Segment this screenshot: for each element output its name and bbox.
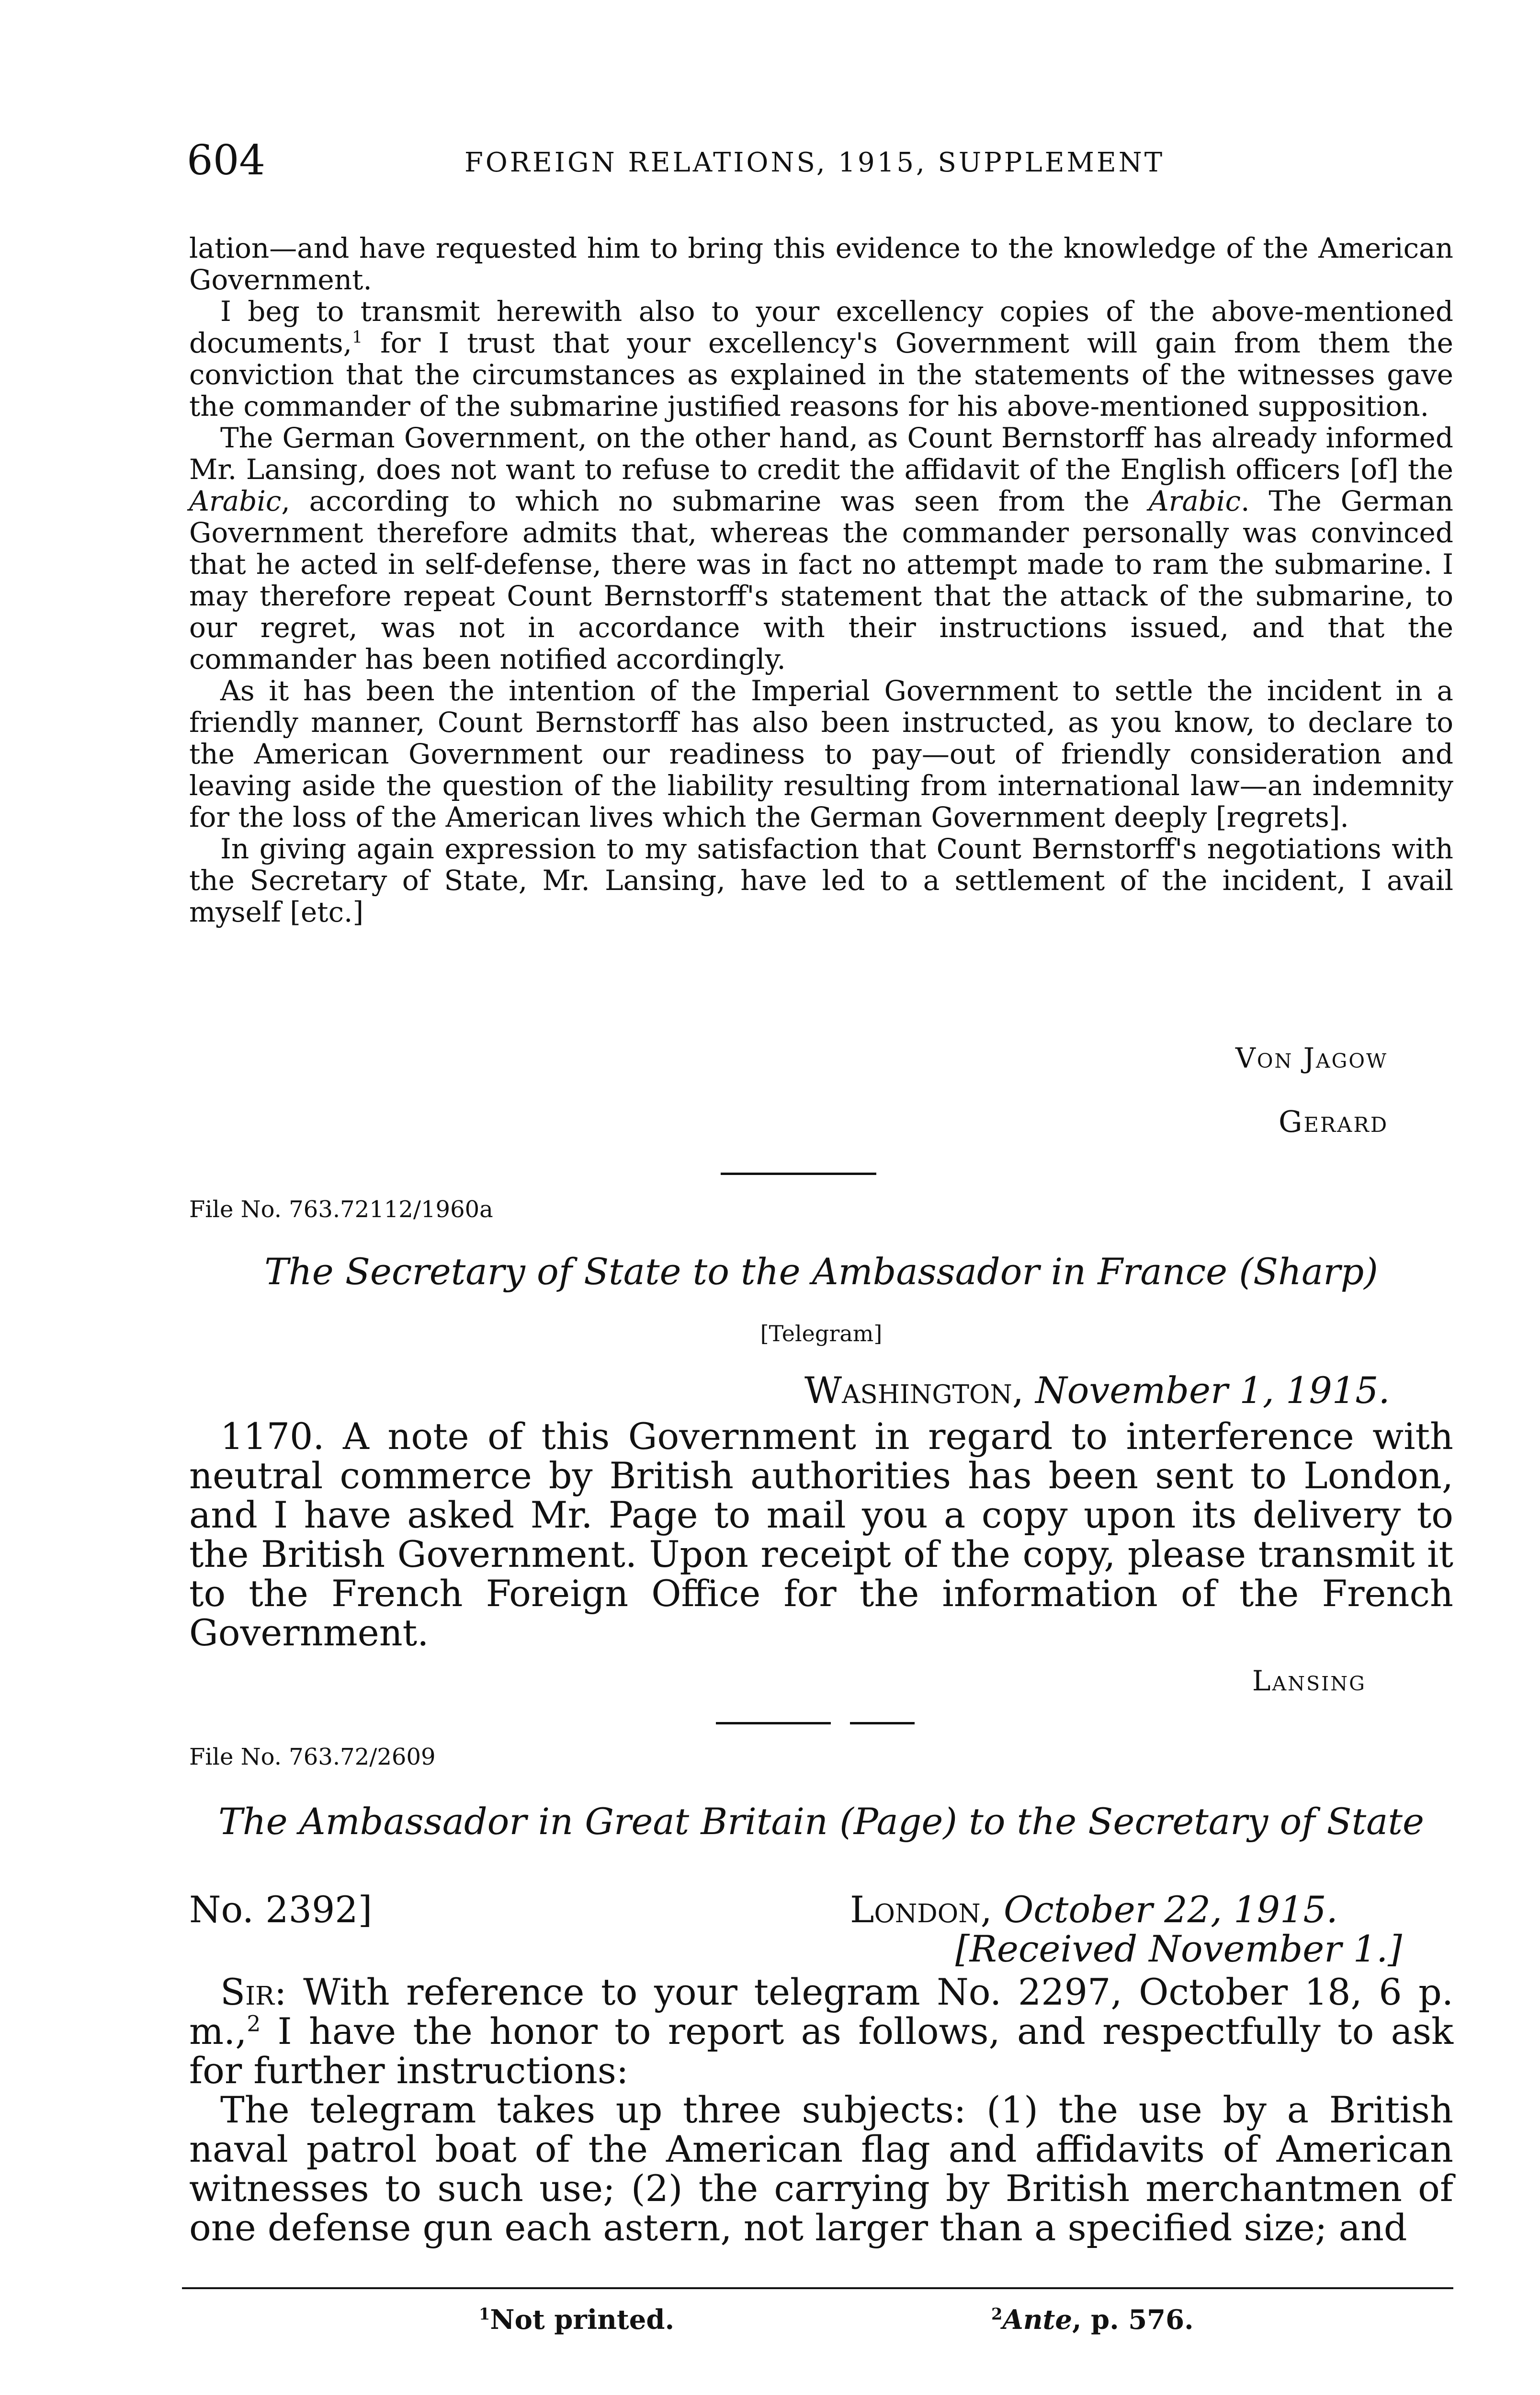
signature-gerard: Gerard [1279,1104,1389,1139]
despatch-body [189,1973,1453,2247]
paragraph: In giving again expression to my satisfaction that Count Bernstorff's negotiations with the Secretary of State, Mr. Lansing, have led to a settlement of the incident, I avail myself [etc.] [189,833,1453,928]
paragraph: 1170. A note of this Government in regard to interference with neutral commerce by British authorities has been sent to London, and I have asked Mr. Page to mail you a copy upon its delivery to the British Government. Upon receipt of the copy, please transmit it to the French Foreign Office for the information of the French Government. [189,1415,1453,1654]
paragraph: The German Government, on the other hand, as Count Bernstorff has already informed Mr. Lansing, does not want to refuse to credit the affidavit of the English officers [of] the Arabic, according to which no submarine was seen from the Arabic. The German Government therefore admits that, whereas the commander personally was convinced that he acted in self-defense, there was in fact no attempt made to ram the submarine. I may therefore repeat Count Bernstorff's statement that the attack of the submarine, to our regret, was not in accordance with their instructions issued, and that the commander has been notified accordingly. [189,422,1454,675]
footnote-ref: 2 [247,2011,261,2037]
file-number: File No. 763.72112/1960a [189,1196,493,1223]
ship-name: Arabic [1148,485,1241,517]
footnote-rule [182,2287,1453,2289]
received-date: [Received November 1.] [955,1927,1402,1970]
page-number: 604 [187,137,266,184]
salutation: Sir [220,1971,274,2013]
signature-von-jagow: Von Jagow [1235,1042,1388,1074]
section-divider [716,1722,831,1724]
telegram-body [189,1417,1453,1653]
running-title: FOREIGN RELATIONS, 1915, SUPPLEMENT [464,147,1165,178]
paragraph: I beg to transmit herewith also to your excellency copies of the above-mentioned documents,$^1$ for I trust that your excellency's Government will gain from them the conviction that the circumstances as explained in the statements of the witnesses gave the commander of the submarine justified reasons for his above-mentioned supposition. [189,295,1453,422]
section-divider [850,1722,915,1724]
letter-continuation [189,232,1453,928]
file-number: File No. 763.72/2609 [189,1744,436,1770]
signature-lansing: Lansing [1252,1665,1366,1697]
page-header [187,137,1446,194]
document-type-tag: [Telegram] [760,1321,883,1346]
paragraph: The telegram takes up three subjects: (1) the use by a British naval patrol boat of the American flag and affidavits of American witnesses to such use; (2) the carrying by British merchantmen of one defense gun each astern, not larger than a specified size; and [189,2088,1453,2249]
paragraph: Sir: With reference to your telegram No. 2297, October 18, 6 p. m.,$^2$ I have the honor to report as follows, and respectfully to ask for further instructions: [189,1971,1453,2092]
section-divider [721,1173,876,1175]
footnote-1: $^1$Not printed. [479,2304,675,2336]
dateline: London, October 22, 1915. [850,1888,1338,1931]
footnote-2: $^2$Ante, p. 576. [991,2304,1194,2336]
dateline: Washington, November 1, 1915. [804,1369,1390,1412]
paragraph: As it has been the intention of the Imperial Government to settle the incident in a friendly manner, Count Bernstorff has also been instructed, as you know, to declare to the American Government our readiness to pay—out of friendly consideration and leaving aside the question of the liability resulting from international law—an indemnity for the loss of the American lives which the German Government deeply [regrets]. [189,674,1453,833]
ship-name: Arabic [189,485,282,517]
dispatch-number: No. 2392] [189,1888,373,1931]
footnote-ref: 1 [352,328,363,347]
document-title: The Ambassador in Great Britain (Page) to the Secretary of State [218,1800,1424,1843]
document-title: The Secretary of State to the Ambassador in France (Sharp) [264,1250,1378,1293]
paragraph: lation—and have requested him to bring this evidence to the knowledge of the American Government. [189,232,1453,296]
